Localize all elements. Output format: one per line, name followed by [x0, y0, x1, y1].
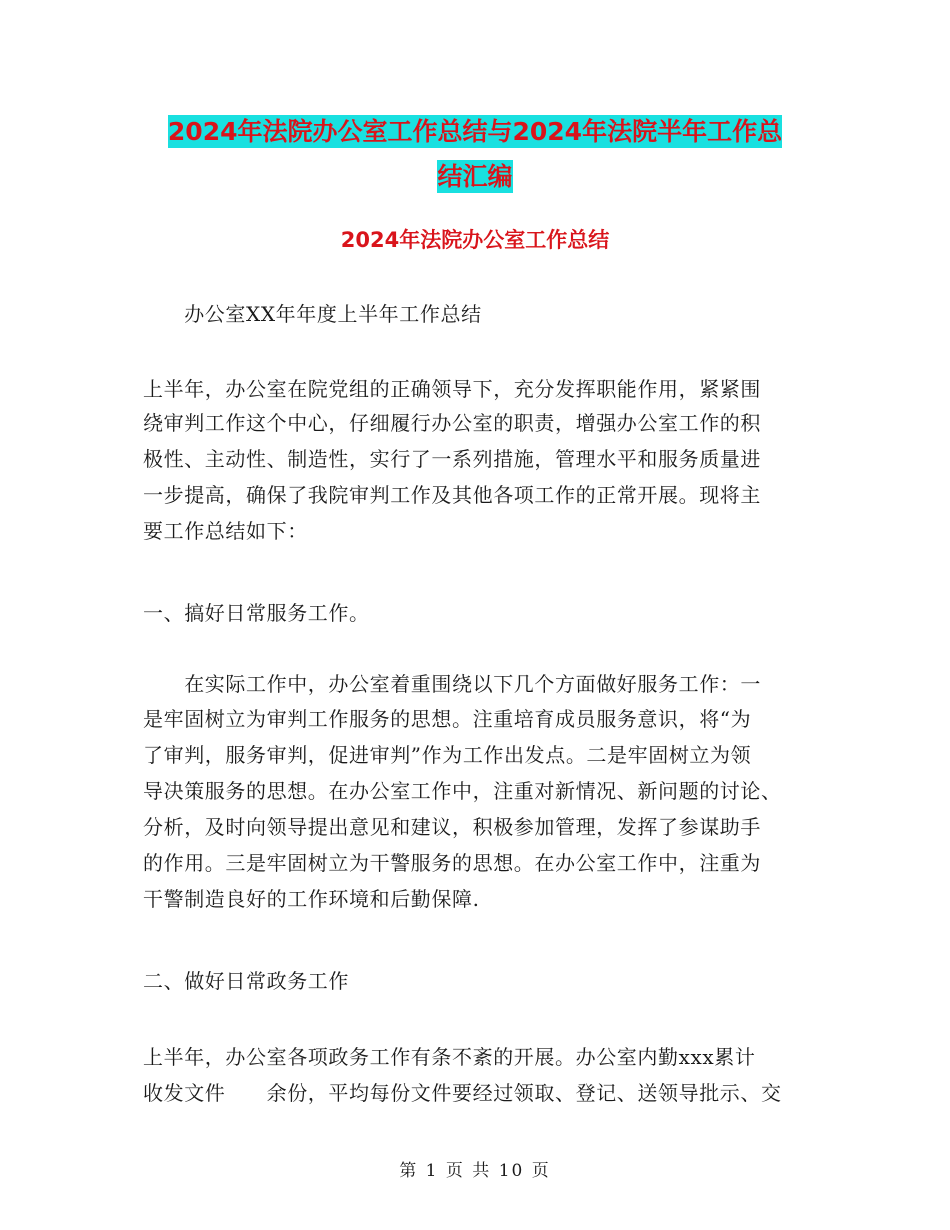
title-text-2: 结汇编 [437, 162, 513, 191]
body-line: 上半年，办公室在院党组的正确领导下，充分发挥职能作用，紧紧围 [143, 377, 761, 401]
document-title-line-1 [0, 112, 950, 148]
section-title: 2024年法院办公室工作总结 [340, 228, 610, 252]
body-line: 在实际工作中，办公室着重围绕以下几个方面做好服务工作：一 [143, 672, 761, 696]
body-line: 绕审判工作这个中心，仔细履行办公室的职责，增强办公室工作的积 [143, 411, 761, 435]
page-footer: 第 1 页 共 10 页 [399, 1161, 551, 1181]
body-line: 是牢固树立为审判工作服务的思想。注重培育成员服务意识，将“为 [143, 707, 752, 731]
body-line: 上半年，办公室各项政务工作有条不紊的开展。办公室内勤xxx累计 [143, 1045, 756, 1069]
body-line: 要工作总结如下： [143, 519, 308, 543]
body-line: 的作用。三是牢固树立为干警服务的思想。在办公室工作中，注重为 [143, 851, 761, 875]
body-line: 分析，及时向领导提出意见和建议，积极参加管理，发挥了参谋助手 [143, 815, 761, 839]
body-line: 二、做好日常政务工作 [143, 969, 349, 993]
body-line: 了审判，服务审判，促进审判”作为工作出发点。二是牢固树立为领 [143, 743, 752, 767]
body-line: 收发文件 余份，平均每份文件要经过领取、登记、送领导批示、交 [143, 1081, 782, 1105]
body-line: 导决策服务的思想。在办公室工作中，注重对新情况、新问题的讨论、 [143, 779, 782, 803]
body-line: 极性、主动性、制造性，实行了一系列措施，管理水平和服务质量进 [143, 447, 761, 471]
title-text-1: 2024年法院办公室工作总结与2024年法院半年工作总 [167, 117, 783, 146]
body-line: 办公室XX年年度上半年工作总结 [143, 302, 482, 326]
body-line: 一、搞好日常服务工作。 [143, 601, 370, 625]
body-line: 干警制造良好的工作环境和后勤保障. [143, 887, 480, 911]
body-line: 一步提高，确保了我院审判工作及其他各项工作的正常开展。现将主 [143, 483, 761, 507]
document-title-line-2 [0, 157, 950, 193]
